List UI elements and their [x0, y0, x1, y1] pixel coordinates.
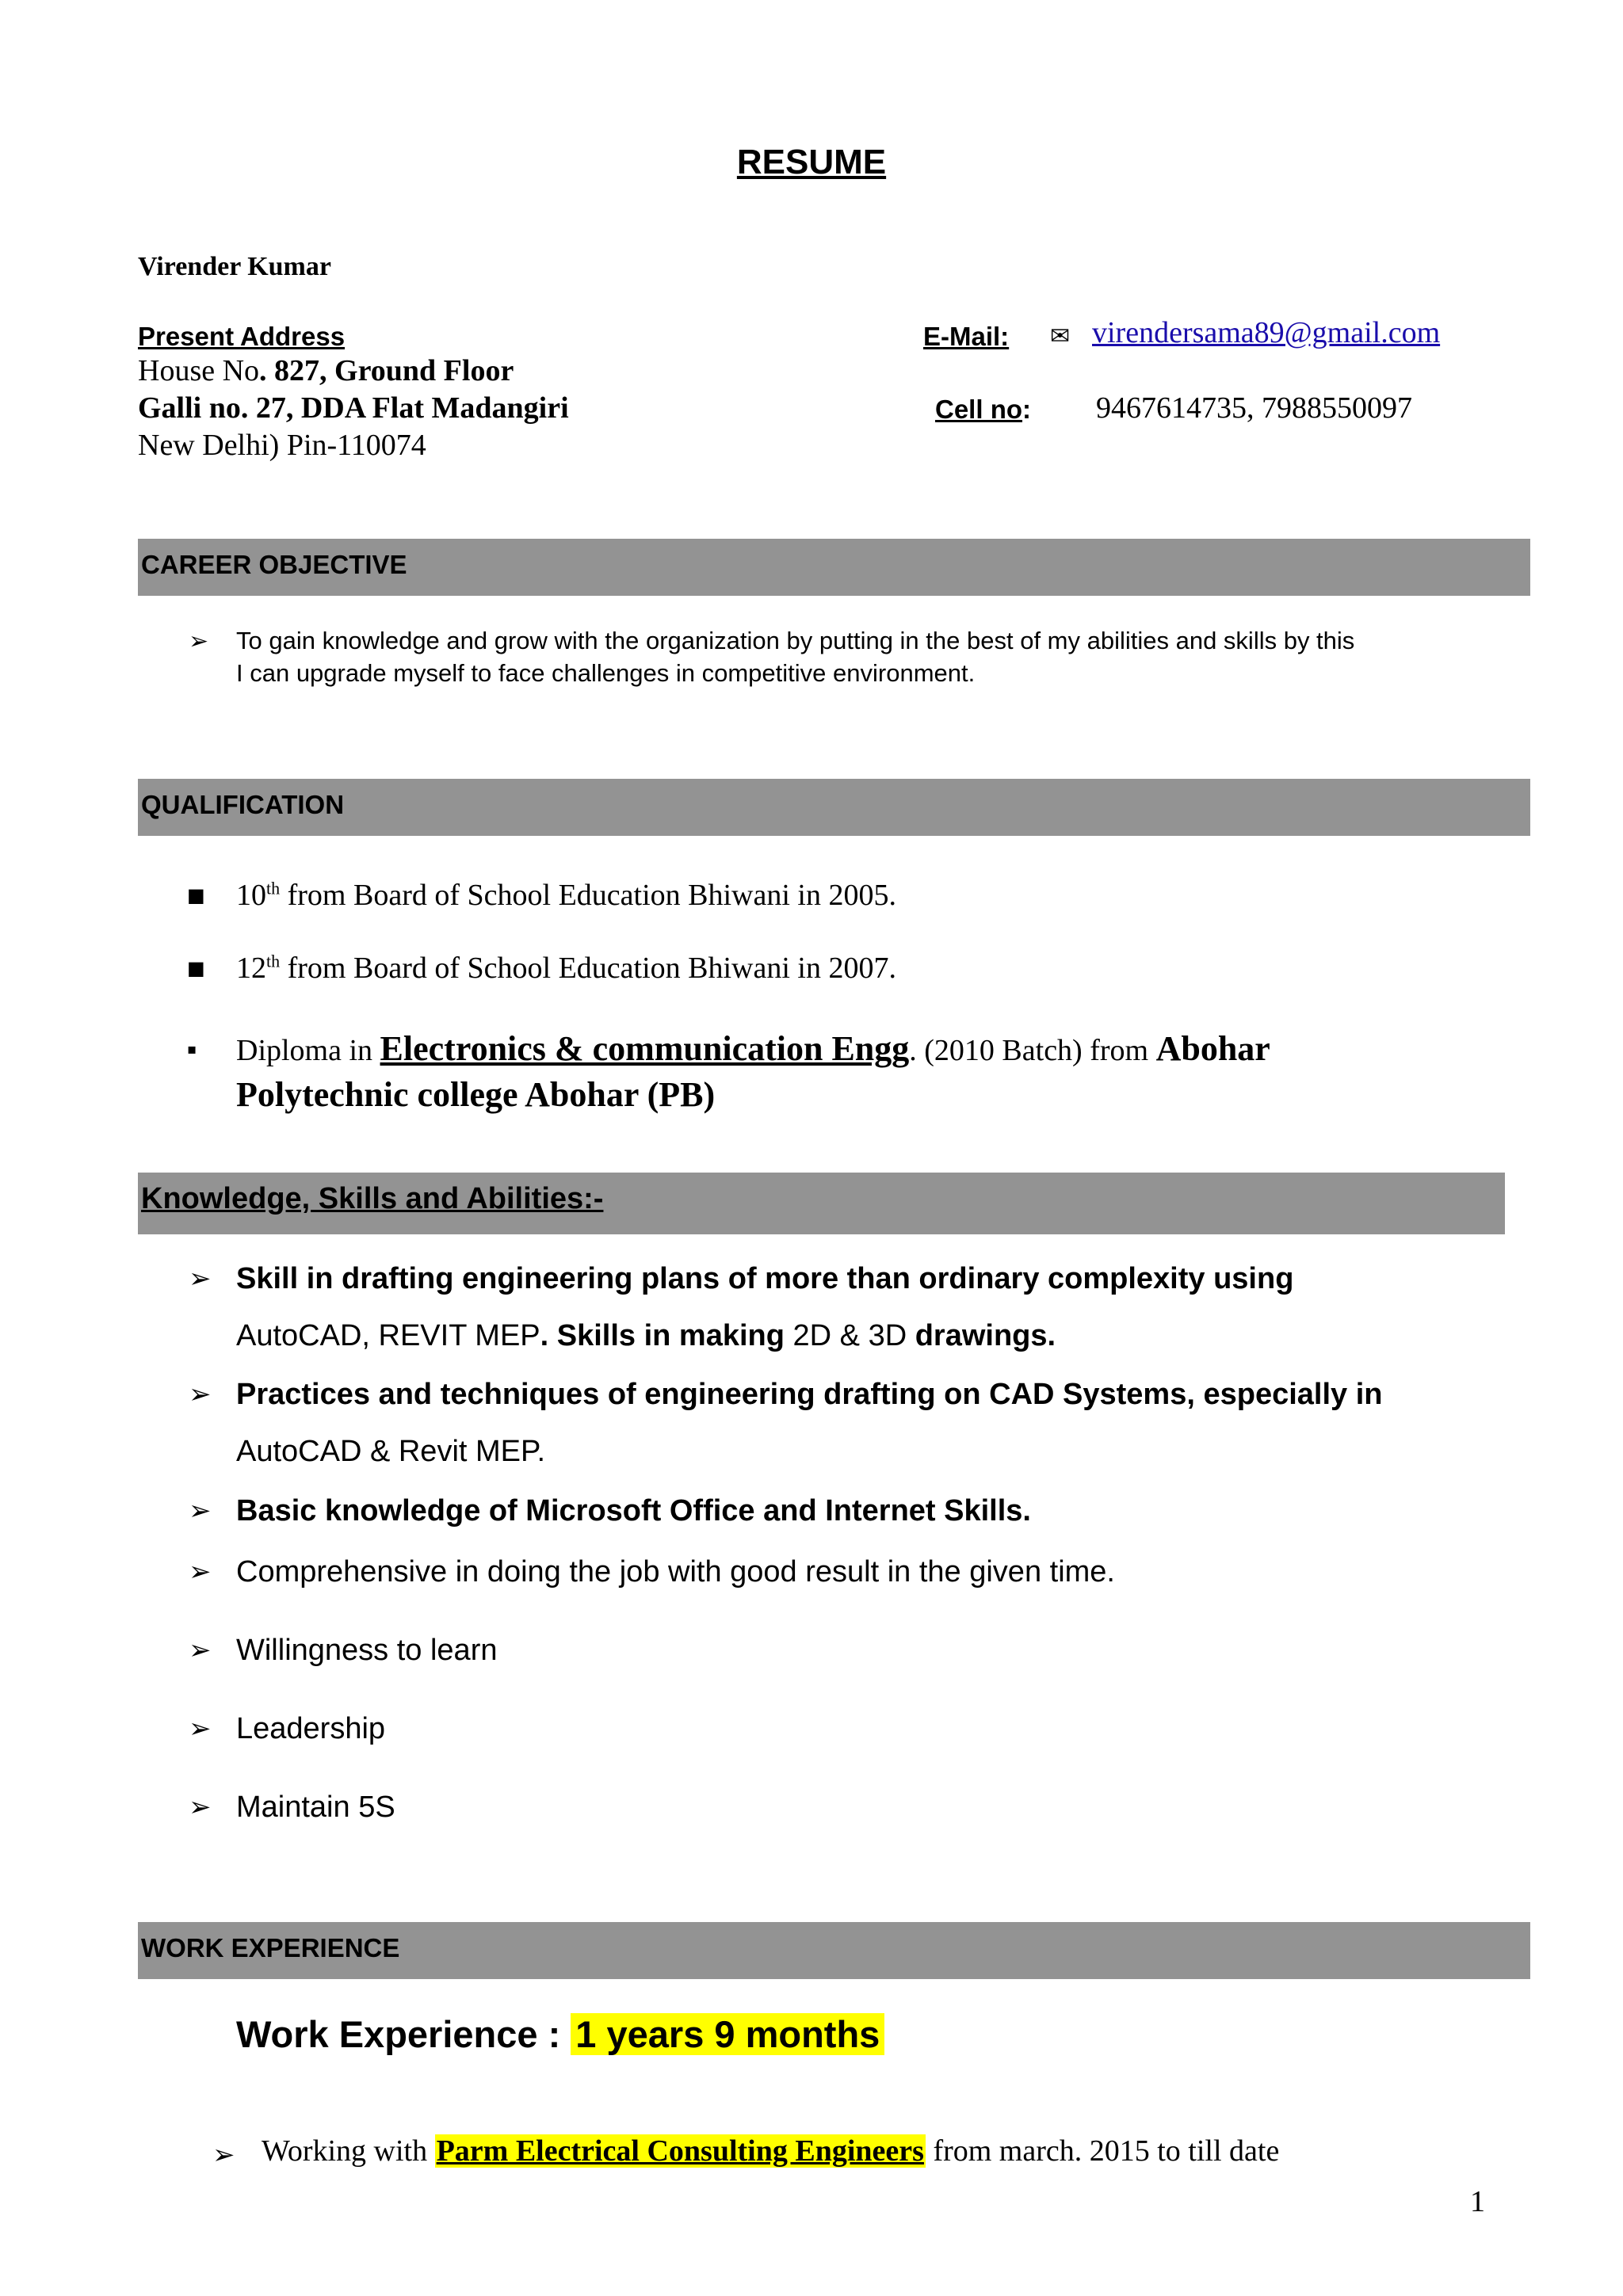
arrow-bullet-icon: ➢ — [189, 1495, 212, 1527]
address-line-3: New Delhi) Pin-110074 — [138, 429, 426, 462]
skill-1-c: . Skills in making — [540, 1319, 793, 1352]
skill-item: Willingness to learn — [236, 1634, 498, 1667]
address-line-1-prefix: House No — [138, 354, 260, 387]
work-experience-summary — [236, 2012, 884, 2056]
qualification-title: QUALIFICATION — [141, 790, 345, 819]
email-label: E-Mail: — [923, 322, 1010, 351]
career-objective-title: CAREER OBJECTIVE — [141, 550, 407, 579]
objective-line-2: I can upgrade myself to face challenges in competitive environment. — [236, 659, 976, 687]
work-item — [262, 2134, 1279, 2168]
qualification-3-field: Electronics & communication Engg — [380, 1029, 910, 1068]
qualification-3-college: Abohar — [1155, 1029, 1270, 1068]
qualification-item — [236, 878, 896, 913]
qualification-header — [138, 779, 1530, 836]
cell-label-text: Cell no — [935, 395, 1023, 424]
arrow-bullet-icon: ➢ — [189, 1379, 212, 1410]
arrow-bullet-icon: ➢ — [189, 1791, 212, 1823]
skill-1-e: drawings. — [915, 1319, 1056, 1352]
objective-line-1: To gain knowledge and grow with the organization by putting in the best of my abilities and skills by this — [236, 627, 1355, 654]
qualification-2-sup: th — [266, 951, 281, 971]
arrow-bullet-icon: ➢ — [189, 1713, 212, 1745]
skill-1-d: 2D & 3D — [792, 1319, 915, 1352]
cell-label — [935, 395, 1031, 425]
qualification-2-num: 12 — [236, 952, 266, 985]
skill-item: Basic knowledge of Microsoft Office and Internet Skills. — [236, 1494, 1031, 1527]
skill-2-b: AutoCAD & Revit MEP. — [236, 1435, 546, 1468]
skill-item: Comprehensive in doing the job with good result in the given time. — [236, 1555, 1115, 1589]
qualification-3-c: . (2010 Batch) from — [909, 1034, 1156, 1067]
arrow-bullet-icon: ➢ — [212, 2139, 235, 2171]
qualification-3-college-2: Polytechnic college Abohar (PB) — [236, 1075, 716, 1114]
skills-title: Knowledge, Skills and Abilities:- — [141, 1182, 604, 1215]
company-name: Parm Electrical Consulting Engineers — [436, 2134, 924, 2168]
address-line-2: Galli no. 27, DDA Flat Madangiri — [138, 391, 569, 425]
qualification-1-text: from Board of School Education Bhiwani in 2005. — [280, 879, 896, 912]
qualification-1-sup: th — [266, 878, 281, 898]
skill-item: Maintain 5S — [236, 1791, 395, 1824]
arrow-bullet-icon: ➢ — [189, 1263, 212, 1295]
arrow-bullet-icon: ➢ — [189, 627, 209, 655]
email-link[interactable]: virendersama89@gmail.com — [1092, 316, 1441, 349]
address-line-1-bold: . 827, Ground Floor — [259, 354, 514, 387]
qualification-3-a: Diploma in — [236, 1034, 380, 1067]
square-bullet-icon: ■ — [187, 884, 205, 906]
small-square-bullet-icon: ▪ — [187, 1041, 197, 1058]
skill-item: Leadership — [236, 1712, 386, 1745]
work-experience-title: WORK EXPERIENCE — [141, 1933, 400, 1962]
objective-text — [236, 624, 1504, 689]
arrow-bullet-icon: ➢ — [189, 1634, 212, 1666]
skills-header — [138, 1173, 1505, 1234]
square-bullet-icon: ■ — [187, 957, 205, 979]
qualification-item — [236, 951, 896, 986]
qualification-1-num: 10 — [236, 879, 266, 912]
work-item-dates: from march. 2015 to till date — [925, 2134, 1280, 2168]
skill-1-a: Skill in drafting engineering plans of more than ordinary complexity using — [236, 1262, 1294, 1295]
address-line-1 — [138, 353, 514, 388]
arrow-bullet-icon: ➢ — [189, 1556, 212, 1588]
skill-item — [236, 1250, 1528, 1364]
cell-number: 9467614735, 7988550097 — [1096, 391, 1412, 425]
envelope-icon: ✉ — [1050, 323, 1071, 349]
page-number: 1 — [1470, 2185, 1485, 2218]
qualification-2-text: from Board of School Education Bhiwani in 2007. — [280, 952, 896, 985]
work-experience-label: Work Experience : — [236, 2013, 571, 2055]
work-experience-duration: 1 years 9 months — [571, 2013, 884, 2055]
cell-label-colon: : — [1022, 395, 1032, 424]
skill-2-a: Practices and techniques of engineering drafting on CAD Systems, especially in — [236, 1378, 1383, 1411]
resume-title: RESUME — [736, 143, 887, 181]
work-experience-header — [138, 1922, 1530, 1979]
work-item-prefix: Working with — [262, 2134, 435, 2168]
qualification-item — [236, 1027, 1536, 1119]
skill-item — [236, 1366, 1528, 1480]
career-objective-header — [138, 539, 1530, 596]
skill-1-b: AutoCAD, REVIT MEP — [236, 1319, 540, 1352]
candidate-name: Virender Kumar — [138, 252, 331, 281]
address-label: Present Address — [138, 322, 346, 351]
